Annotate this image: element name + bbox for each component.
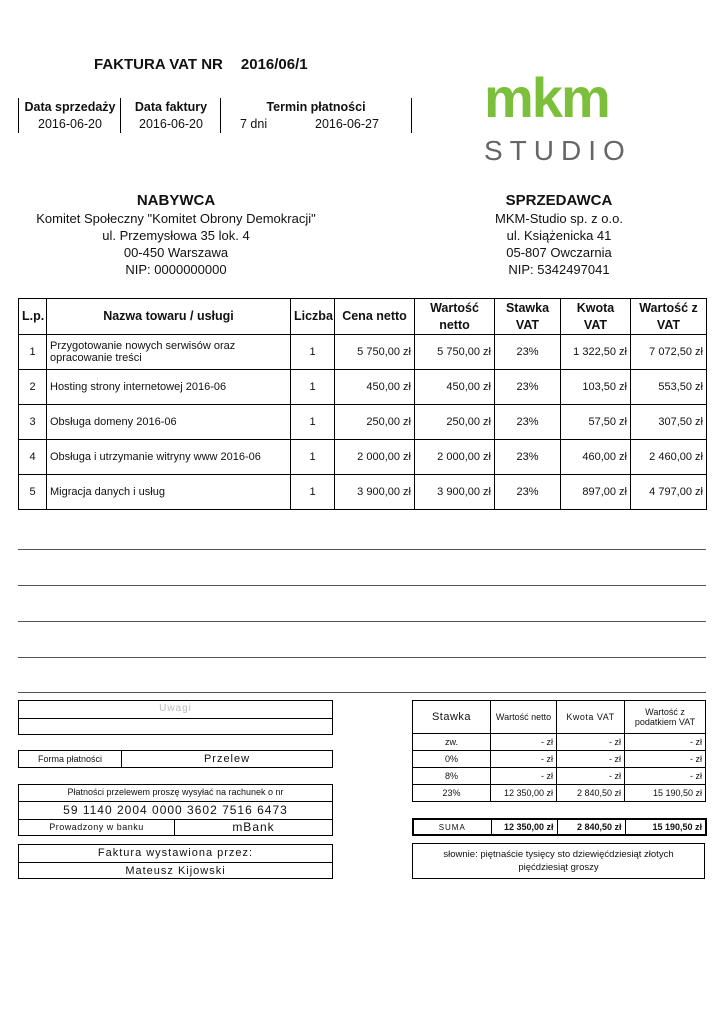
bank-account-box: [18, 784, 333, 836]
summary-header: Stawka: [413, 701, 491, 734]
seller-heading: SPRZEDAWCA: [505, 192, 613, 209]
divider: [411, 98, 412, 133]
sale-date: 2016-06-20: [38, 117, 102, 131]
item-net-price: 2 000,00 zł: [335, 440, 415, 475]
payment-method-box: [18, 750, 333, 768]
ruled-line: [18, 692, 706, 693]
item-quantity: 1: [291, 370, 335, 405]
divider: [18, 98, 19, 133]
item-name: Hosting strony internetowej 2016-06: [47, 370, 291, 405]
summary-net: - zł: [491, 768, 557, 785]
seller-line: MKM-Studio sp. z o.o.: [495, 211, 623, 226]
summary-vat: - zł: [557, 734, 625, 751]
summary-row: [413, 751, 706, 768]
column-header: Kwota VAT: [561, 299, 631, 335]
item-gross-value: 4 797,00 zł: [631, 475, 707, 510]
notes-label: Uwagi: [19, 701, 332, 719]
table-row: [19, 370, 707, 405]
seller-line: NIP: 5342497041: [508, 262, 610, 277]
column-header: Nazwa towaru / usługi: [47, 299, 291, 335]
payment-method-label: Forma płatności: [19, 751, 122, 767]
ruled-line: [18, 585, 706, 586]
payment-method-value: Przelew: [203, 753, 251, 765]
summary-total-vat: 2 840,50 zł: [557, 819, 625, 835]
summary-rate: 8%: [413, 768, 491, 785]
items-header-row: [19, 299, 707, 335]
summary-row: [413, 768, 706, 785]
amount-in-words: słownie: piętnaście tysięcy sto dziewięćdziesiąt złotych pięćdziesiąt groszy: [412, 843, 705, 879]
invoice-number: 2016/06/1: [240, 56, 308, 73]
summary-total-table: [412, 818, 707, 836]
item-name: Przygotowanie nowych serwisów oraz opracowanie treści: [47, 335, 291, 370]
payment-due-date: 2016-06-27: [315, 117, 379, 131]
issuer-label: Faktura wystawiona przez:: [19, 845, 332, 863]
table-row: [19, 440, 707, 475]
summary-header: Wartość z podatkiem VAT: [625, 701, 706, 734]
column-header: Cena netto: [335, 299, 415, 335]
item-net-value: 3 900,00 zł: [415, 475, 495, 510]
item-net-value: 450,00 zł: [415, 370, 495, 405]
item-vat-amount: 57,50 zł: [561, 405, 631, 440]
summary-header-row: [413, 701, 706, 734]
invoice-title-label: FAKTURA VAT NR: [94, 56, 223, 73]
item-name: Obsługa i utrzymanie witryny www 2016-06: [47, 440, 291, 475]
item-net-price: 5 750,00 zł: [335, 335, 415, 370]
ruled-line: [18, 657, 706, 658]
item-net-price: 3 900,00 zł: [335, 475, 415, 510]
item-gross-value: 2 460,00 zł: [631, 440, 707, 475]
summary-net: - zł: [491, 734, 557, 751]
ruled-line: [18, 549, 706, 550]
summary-total-gross: 15 190,50 zł: [625, 819, 706, 835]
row-number: 4: [19, 440, 47, 475]
summary-total-label: SUMA: [413, 819, 491, 835]
item-vat-amount: 897,00 zł: [561, 475, 631, 510]
row-number: 2: [19, 370, 47, 405]
summary-total-net: 12 350,00 zł: [491, 819, 557, 835]
summary-vat: 2 840,50 zł: [557, 785, 625, 802]
issuer-box: [18, 844, 333, 879]
column-header: Wartość z VAT: [631, 299, 707, 335]
item-gross-value: 553,50 zł: [631, 370, 707, 405]
item-vat-amount: 460,00 zł: [561, 440, 631, 475]
item-vat-rate: 23%: [495, 335, 561, 370]
item-name: Migracja danych i usług: [47, 475, 291, 510]
buyer-heading: NABYWCA: [136, 192, 216, 209]
item-vat-rate: 23%: [495, 405, 561, 440]
issuer-name: Mateusz Kijowski: [125, 865, 226, 877]
summary-row: [413, 785, 706, 802]
column-header: L.p.: [19, 299, 47, 335]
payment-term-days: 7 dni: [240, 117, 268, 131]
transfer-note: Płatności przelewem proszę wysyłać na rachunek o nr: [19, 785, 332, 802]
item-gross-value: 307,50 zł: [631, 405, 707, 440]
row-number: 1: [19, 335, 47, 370]
item-gross-value: 7 072,50 zł: [631, 335, 707, 370]
column-header: Liczba: [291, 299, 335, 335]
table-row: [19, 475, 707, 510]
invoice-date-label: Data faktury: [134, 100, 208, 114]
sale-date-label: Data sprzedaży: [24, 100, 116, 114]
summary-total-row: [413, 819, 706, 835]
summary-gross: - zł: [625, 751, 706, 768]
item-vat-rate: 23%: [495, 370, 561, 405]
summary-rate: 0%: [413, 751, 491, 768]
column-header: Stawka VAT: [495, 299, 561, 335]
bank-name-label: Prowadzony w banku: [19, 820, 175, 835]
summary-net: 12 350,00 zł: [491, 785, 557, 802]
item-quantity: 1: [291, 475, 335, 510]
bank-name: mBank: [232, 820, 275, 834]
table-row: [19, 405, 707, 440]
seller-line: ul. Książenicka 41: [506, 228, 612, 243]
summary-rate: zw.: [413, 734, 491, 751]
item-net-price: 450,00 zł: [335, 370, 415, 405]
logo-text-mkm: mkm: [484, 66, 609, 129]
item-net-price: 250,00 zł: [335, 405, 415, 440]
logo-text-studio: STUDIO: [484, 135, 632, 166]
buyer-line: NIP: 0000000000: [125, 262, 227, 277]
item-vat-rate: 23%: [495, 440, 561, 475]
summary-gross: - zł: [625, 734, 706, 751]
seller-section: [440, 192, 678, 278]
row-number: 3: [19, 405, 47, 440]
item-quantity: 1: [291, 335, 335, 370]
summary-row: [413, 734, 706, 751]
summary-vat: - zł: [557, 751, 625, 768]
item-net-value: 5 750,00 zł: [415, 335, 495, 370]
item-net-value: 2 000,00 zł: [415, 440, 495, 475]
item-quantity: 1: [291, 440, 335, 475]
buyer-line: 00-450 Warszawa: [123, 245, 229, 260]
item-vat-rate: 23%: [495, 475, 561, 510]
column-header: Wartość netto: [415, 299, 495, 335]
summary-net: - zł: [491, 751, 557, 768]
buyer-section: [18, 192, 334, 278]
vat-summary-table: [412, 700, 706, 802]
buyer-line: ul. Przemysłowa 35 lok. 4: [102, 228, 250, 243]
summary-rate: 23%: [413, 785, 491, 802]
item-net-value: 250,00 zł: [415, 405, 495, 440]
summary-header: Wartość netto: [491, 701, 557, 734]
bank-account-number: 59 1140 2004 0000 3602 7516 6473: [19, 802, 332, 820]
items-table: [18, 298, 707, 510]
item-quantity: 1: [291, 405, 335, 440]
item-vat-amount: 1 322,50 zł: [561, 335, 631, 370]
summary-vat: - zł: [557, 768, 625, 785]
item-vat-amount: 103,50 zł: [561, 370, 631, 405]
seller-line: 05-807 Owczarnia: [506, 245, 612, 260]
buyer-line: Komitet Społeczny "Komitet Obrony Demokracji": [36, 211, 316, 226]
invoice-date: 2016-06-20: [139, 117, 203, 131]
notes-box: [18, 700, 333, 735]
invoice-title: [94, 56, 308, 73]
row-number: 5: [19, 475, 47, 510]
summary-header: Kwota VAT: [557, 701, 625, 734]
item-name: Obsługa domeny 2016-06: [47, 405, 291, 440]
payment-term-label: Termin płatności: [266, 100, 366, 114]
table-row: [19, 335, 707, 370]
summary-gross: 15 190,50 zł: [625, 785, 706, 802]
summary-gross: - zł: [625, 768, 706, 785]
ruled-line: [18, 621, 706, 622]
company-logo: [478, 66, 638, 170]
